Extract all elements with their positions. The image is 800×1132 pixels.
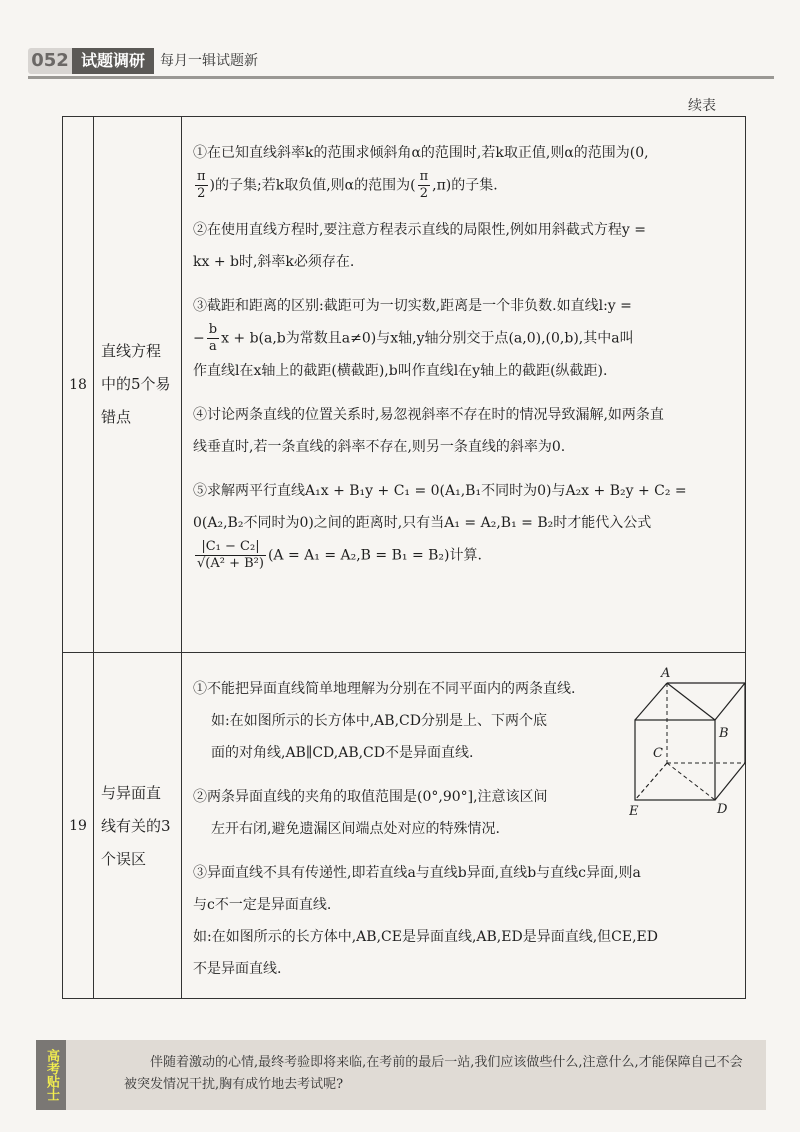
- list-item: [193, 214, 737, 278]
- item-text: ①不能把异面直线简单地理解为分别在不同平面内的两条直线.: [193, 681, 576, 697]
- item-text: ⑤求解两平行直线A₁x + B₁y + C₁ = 0(A₁,B₁不同时为0)与A₂x + B₂y + C₂ =: [193, 483, 687, 499]
- item-text: 不是异面直线.: [193, 961, 282, 977]
- notes-table: [62, 116, 746, 999]
- fraction: $\frac{\pi}{2}$: [419, 169, 429, 201]
- header-subtitle: 每月一辑试题新: [160, 53, 258, 69]
- figure-label-c: C: [653, 746, 663, 761]
- row-number: 18: [63, 117, 94, 652]
- item-text: ②两条异面直线的夹角的取值范围是(0°,90°],注意该区间: [193, 789, 548, 805]
- row-topic: [93, 653, 182, 999]
- item-text: − $\frac{b}{a}$ x + b(a,b为常数且a≠0)与x轴,y轴分别交于点(a,0),(0,b),其中a叫: [193, 322, 634, 354]
- row-topic: [93, 117, 182, 652]
- list-item: [193, 475, 737, 572]
- item-text: $\frac{\text{|C₁ − C₂|}}{\text{√(A² + B²)}}$ (A = A₁ = A₂,B = B₁ = B₂)计算.: [197, 539, 482, 571]
- row-content: [181, 653, 745, 999]
- figure-label-e: E: [629, 804, 639, 815]
- row-content: [181, 117, 745, 652]
- page-number: 052: [28, 48, 72, 74]
- section-tag: 试题调研: [72, 48, 154, 74]
- continued-label: 续表: [688, 98, 716, 114]
- item-text: ③截距和距离的区别:截距可为一切实数,距离是一个非负数.如直线l:y =: [193, 298, 632, 314]
- tip-box: [36, 1040, 766, 1110]
- item-text: 作直线l在x轴上的截距(横截距),b叫作直线l在y轴上的截距(纵截距).: [193, 363, 608, 379]
- fraction: $\frac{b}{a}$: [208, 322, 218, 354]
- cuboid-figure: [629, 665, 749, 815]
- list-item: [193, 137, 737, 202]
- item-text: 与c不一定是异面直线.: [193, 897, 332, 913]
- item-text: 面的对角线,AB∥CD,AB,CD不是异面直线.: [211, 745, 474, 761]
- list-item: [193, 290, 737, 387]
- item-text: ②在使用直线方程时,要注意方程表示直线的局限性,例如用斜截式方程y =: [193, 222, 646, 238]
- item-text: ③异面直线不具有传递性,即若直线a与直线b异面,直线b与直线c异面,则a: [193, 865, 641, 881]
- table-row: [63, 117, 745, 652]
- item-text: 如:在如图所示的长方体中,AB,CE是异面直线,AB,ED是异面直线,但CE,ED: [193, 929, 658, 945]
- item-text: ④讨论两条直线的位置关系时,易忽视斜率不存在时的情况导致漏解,如两条直: [193, 407, 664, 423]
- row-topic-text: 直线方程中的5个易错点: [101, 342, 171, 426]
- table-row: [63, 652, 745, 999]
- item-text: ①在已知直线斜率k的范围求倾斜角α的范围时,若k取正值,则α的范围为(0,: [193, 145, 649, 161]
- tip-text: 伴随着激动的心情,最终考验即将来临,在考前的最后一站,我们应该做些什么,注意什么,才能保障自己不会被突发情况干扰,胸有成竹地去考试呢?: [124, 1055, 743, 1092]
- list-item: [193, 857, 737, 985]
- tip-tab: 高考贴士: [36, 1040, 66, 1110]
- fraction: $\frac{\text{|C₁ − C₂|}}{\text{√(A² + B²)}}$: [197, 539, 264, 571]
- item-text: $\frac{\pi}{2}$ )的子集;若k取负值,则α的范围为( $\frac{\pi}{2}$ ,π)的子集.: [197, 169, 498, 201]
- item-text: 线垂直时,若一条直线的斜率不存在,则另一条直线的斜率为0.: [193, 439, 566, 455]
- item-text: 左开右闭,避免遗漏区间端点处对应的特殊情况.: [211, 821, 500, 837]
- page-header: [0, 0, 800, 80]
- row-topic-text: 与异面直线有关的3个误区: [101, 783, 171, 868]
- figure-label-d: D: [717, 802, 728, 815]
- item-text: 0(A₂,B₂不同时为0)之间的距离时,只有当A₁ = A₂,B₁ = B₂时才能代入公式: [193, 515, 652, 531]
- row-number: 19: [63, 653, 94, 999]
- list-item: [193, 399, 737, 463]
- fraction: $\frac{\pi}{2}$: [197, 169, 206, 201]
- figure-label-a: A: [661, 666, 671, 681]
- figure-label-b: B: [719, 726, 729, 741]
- item-text: 如:在如图所示的长方体中,AB,CD分别是上、下两个底: [211, 713, 547, 729]
- header-divider: [28, 76, 774, 79]
- item-text: kx + b时,斜率k必须存在.: [193, 254, 355, 270]
